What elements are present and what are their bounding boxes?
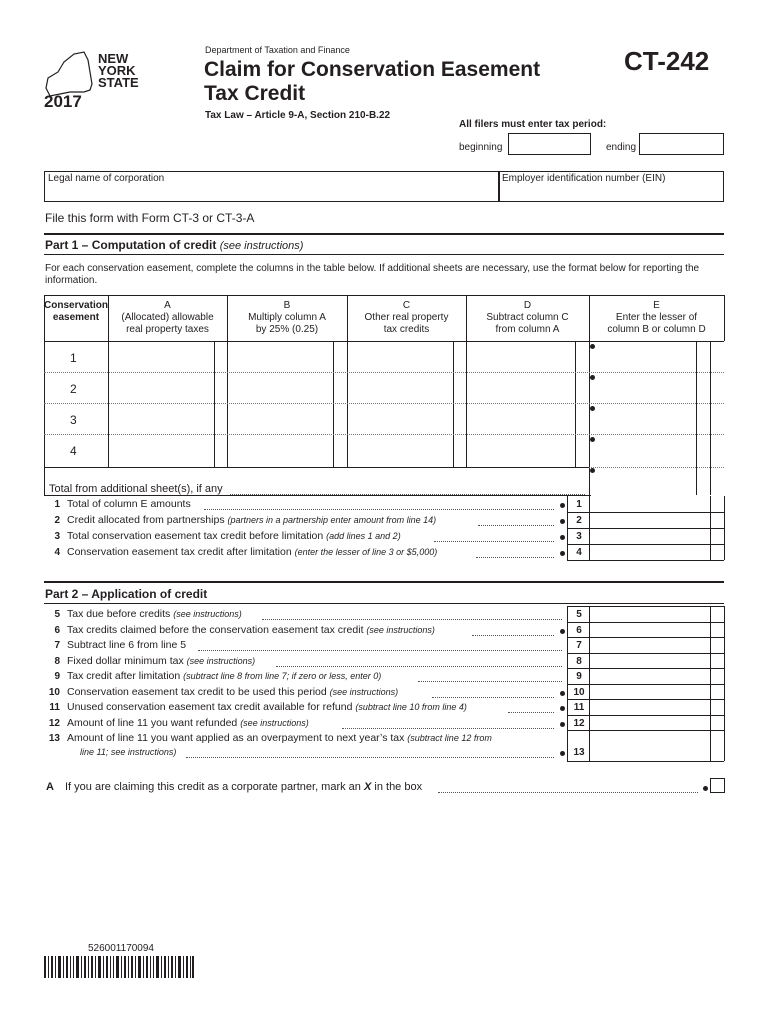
line-1-label: Total of column E amounts bbox=[67, 498, 191, 510]
line-11-number: 11 bbox=[49, 702, 60, 713]
line-a-letter: A bbox=[46, 781, 54, 793]
col-c-line2: Other real property bbox=[364, 312, 449, 323]
line-a-text-pre: If you are claiming this credit as a corporate partner, mark an bbox=[65, 781, 361, 793]
line-4-label: Conservation easement tax credit after limitation bbox=[67, 546, 292, 558]
barcode-number: 526001170094 bbox=[88, 943, 154, 954]
line-5-amount-field[interactable] bbox=[590, 607, 710, 622]
beginning-date-field[interactable] bbox=[508, 133, 591, 155]
col-e-line2: Enter the lesser of bbox=[615, 312, 698, 323]
line-11-label: Unused conservation easement tax credit available for refund bbox=[67, 701, 353, 713]
state-logo-text: NEW YORK STATE bbox=[98, 51, 139, 90]
line-13-note: (subtract line 12 from bbox=[407, 733, 492, 743]
line-6-amount-field[interactable] bbox=[590, 623, 710, 638]
col-conservation-header bbox=[44, 300, 108, 324]
line-12-text bbox=[67, 717, 309, 729]
table-row-1-label: 1 bbox=[70, 351, 77, 365]
line-3-amount-field[interactable] bbox=[590, 529, 710, 544]
line-8-note: (see instructions) bbox=[186, 656, 256, 666]
line-2-number: 2 bbox=[54, 515, 60, 526]
tax-period-note: All filers must enter tax period: bbox=[459, 119, 607, 130]
line-a-text-post: in the box bbox=[374, 781, 423, 793]
line-13-text bbox=[67, 732, 492, 744]
col-c-header bbox=[347, 300, 466, 336]
line-13-box-number: 13 bbox=[573, 747, 585, 758]
form-year: 2017 bbox=[44, 92, 82, 111]
line-6-box-number: 6 bbox=[576, 625, 582, 636]
line-1-number: 1 bbox=[54, 499, 60, 510]
col-conservation-line2: easement bbox=[52, 312, 100, 323]
line-5-box-number: 5 bbox=[576, 609, 582, 620]
line-8-box-number: 8 bbox=[576, 656, 582, 667]
col-d-letter: D bbox=[523, 300, 532, 311]
line-10-label: Conservation easement tax credit to be used this period bbox=[67, 686, 327, 698]
department-name: Department of Taxation and Finance bbox=[205, 45, 350, 55]
line-5-text bbox=[67, 608, 242, 620]
line-13-note-continued: line 11; see instructions) bbox=[80, 747, 177, 757]
required-bullet-icon bbox=[560, 751, 565, 756]
line-7-label: Subtract line 6 from line 5 bbox=[67, 639, 187, 651]
required-bullet-icon bbox=[560, 503, 565, 508]
file-with-instruction: File this form with Form CT-3 or CT-3-A bbox=[45, 211, 255, 225]
required-bullet-icon bbox=[560, 535, 565, 540]
part1-title-text: Part 1 – Computation of credit bbox=[45, 238, 217, 252]
required-bullet-icon bbox=[590, 375, 595, 380]
col-b-line2: Multiply column A bbox=[248, 312, 326, 323]
required-bullet-icon bbox=[590, 406, 595, 411]
required-bullet-icon bbox=[590, 437, 595, 442]
line-6-number: 6 bbox=[54, 625, 60, 636]
line-10-number: 10 bbox=[48, 687, 60, 698]
line-10-box-number: 10 bbox=[573, 687, 585, 698]
required-bullet-icon bbox=[560, 551, 565, 556]
col-conservation-line1: Conservation bbox=[44, 300, 108, 311]
part1-title-note: (see instructions) bbox=[219, 240, 304, 252]
col-d-line3: from column A bbox=[495, 324, 560, 335]
line-11-box-number: 11 bbox=[573, 702, 585, 713]
law-reference: Tax Law – Article 9-A, Section 210-B.22 bbox=[205, 110, 391, 121]
line-4-number: 4 bbox=[54, 547, 60, 558]
line-3-text bbox=[67, 530, 401, 542]
line-9-box-number: 9 bbox=[576, 671, 582, 682]
table-row-3-label: 3 bbox=[70, 413, 77, 427]
form-title-line2: Tax Credit bbox=[204, 82, 306, 105]
line-5-number: 5 bbox=[54, 609, 60, 620]
col-e-letter: E bbox=[653, 300, 660, 311]
line-4-note: (enter the lesser of line 3 or $5,000) bbox=[294, 547, 438, 557]
ending-label: ending bbox=[606, 142, 637, 153]
line-2-note: (partners in a partnership enter amount from line 14) bbox=[227, 515, 437, 525]
line-11-text bbox=[67, 701, 467, 713]
col-c-letter: C bbox=[402, 300, 411, 311]
barcode-icon bbox=[44, 956, 194, 978]
required-bullet-icon bbox=[560, 519, 565, 524]
line-11-amount-field[interactable] bbox=[590, 700, 710, 715]
required-bullet-icon bbox=[560, 629, 565, 634]
form-title-line1: Claim for Conservation Easement bbox=[204, 58, 541, 81]
table-row-2-label: 2 bbox=[70, 382, 77, 396]
line-12-box-number: 12 bbox=[573, 718, 585, 729]
line-8-text bbox=[67, 655, 255, 667]
ein-label: Employer identification number (EIN) bbox=[502, 173, 666, 184]
line-1-text bbox=[67, 498, 191, 510]
line-8-label: Fixed dollar minimum tax bbox=[67, 655, 184, 667]
line-a-x: X bbox=[363, 781, 372, 793]
line-2-label: Credit allocated from partnerships bbox=[67, 514, 225, 526]
line-13-amount-field[interactable] bbox=[590, 731, 710, 761]
part2-title: Part 2 – Application of credit bbox=[45, 587, 208, 601]
required-bullet-icon bbox=[560, 706, 565, 711]
required-bullet-icon bbox=[590, 344, 595, 349]
col-a-line3: real property taxes bbox=[126, 324, 209, 335]
line-11-note: (subtract line 10 from line 4) bbox=[355, 702, 467, 712]
col-b-header bbox=[227, 300, 347, 336]
line-2-box-number: 2 bbox=[576, 515, 582, 526]
col-a-letter: A bbox=[164, 300, 171, 311]
line-a-text bbox=[65, 781, 422, 793]
required-bullet-icon bbox=[703, 786, 708, 791]
required-bullet-icon bbox=[560, 722, 565, 727]
line-4-box-number: 4 bbox=[576, 547, 582, 558]
col-d-line2: Subtract column C bbox=[486, 312, 569, 323]
line-12-label: Amount of line 11 you want refunded bbox=[67, 717, 238, 729]
col-d-header bbox=[466, 300, 589, 336]
line-1-amount-field[interactable] bbox=[590, 497, 710, 512]
legal-name-label: Legal name of corporation bbox=[48, 173, 165, 184]
form-number: CT-242 bbox=[624, 46, 710, 76]
line-2-amount-field[interactable] bbox=[590, 513, 710, 528]
line-6-label: Tax credits claimed before the conservation easement tax credit bbox=[67, 624, 364, 636]
line-5-note: (see instructions) bbox=[173, 609, 242, 619]
line-9-label: Tax credit after limitation bbox=[67, 670, 181, 682]
line-3-label: Total conservation easement tax credit before limitation bbox=[67, 530, 324, 542]
line-12-number: 12 bbox=[48, 718, 60, 729]
line-6-note: (see instructions) bbox=[366, 625, 435, 635]
line-1-box-number: 1 bbox=[576, 499, 582, 510]
line-3-number: 3 bbox=[54, 531, 60, 542]
line-10-note: (see instructions) bbox=[329, 687, 399, 697]
col-e-header bbox=[589, 300, 724, 336]
line-6-text bbox=[67, 624, 435, 636]
part1-title bbox=[45, 238, 303, 252]
required-bullet-icon bbox=[560, 691, 565, 696]
line-10-amount-field[interactable] bbox=[590, 685, 710, 700]
line-9-amount-field[interactable] bbox=[590, 669, 710, 684]
table-row-4-label: 4 bbox=[70, 444, 77, 458]
required-bullet-icon bbox=[590, 468, 595, 473]
line-13-label: Amount of line 11 you want applied as an overpayment to next year’s tax bbox=[67, 732, 405, 744]
line-7-number: 7 bbox=[54, 640, 60, 651]
col-e-line3: column B or column D bbox=[607, 324, 706, 335]
line-8-number: 8 bbox=[54, 656, 60, 667]
col-c-line3: tax credits bbox=[383, 324, 430, 335]
col-b-line3: by 25% (0.25) bbox=[255, 324, 319, 335]
beginning-label: beginning bbox=[459, 142, 503, 153]
line-4-amount-field[interactable] bbox=[590, 545, 710, 560]
line-13-number: 13 bbox=[48, 733, 60, 744]
line-12-amount-field[interactable] bbox=[590, 716, 710, 731]
line-3-box-number: 3 bbox=[576, 531, 582, 542]
ending-date-field[interactable] bbox=[639, 133, 724, 155]
line-5-label: Tax due before credits bbox=[67, 608, 171, 620]
line-4-text bbox=[67, 546, 437, 558]
part1-intro: For each conservation easement, complete the columns in the table below. If additional sheets are necessary, use the format below for reporting the information. bbox=[45, 263, 700, 286]
line-7-text bbox=[67, 639, 186, 651]
line-10-text bbox=[67, 686, 398, 698]
line-8-amount-field[interactable] bbox=[590, 654, 710, 669]
line-7-amount-field[interactable] bbox=[590, 638, 710, 653]
line-7-box-number: 7 bbox=[576, 640, 582, 651]
col-b-letter: B bbox=[283, 300, 291, 311]
line-9-note: (subtract line 8 from line 7; if zero or less, enter 0) bbox=[183, 671, 382, 681]
line-2-text bbox=[67, 514, 436, 526]
col-a-line2: (Allocated) allowable bbox=[121, 312, 214, 323]
line-9-text bbox=[67, 670, 381, 682]
total-additional-label: Total from additional sheet(s), if any bbox=[49, 483, 223, 495]
line-3-note: (add lines 1 and 2) bbox=[326, 531, 401, 541]
line-12-note: (see instructions) bbox=[240, 718, 309, 728]
line-9-number: 9 bbox=[54, 671, 60, 682]
corporate-partner-checkbox[interactable] bbox=[710, 778, 725, 793]
col-a-header bbox=[108, 300, 227, 336]
